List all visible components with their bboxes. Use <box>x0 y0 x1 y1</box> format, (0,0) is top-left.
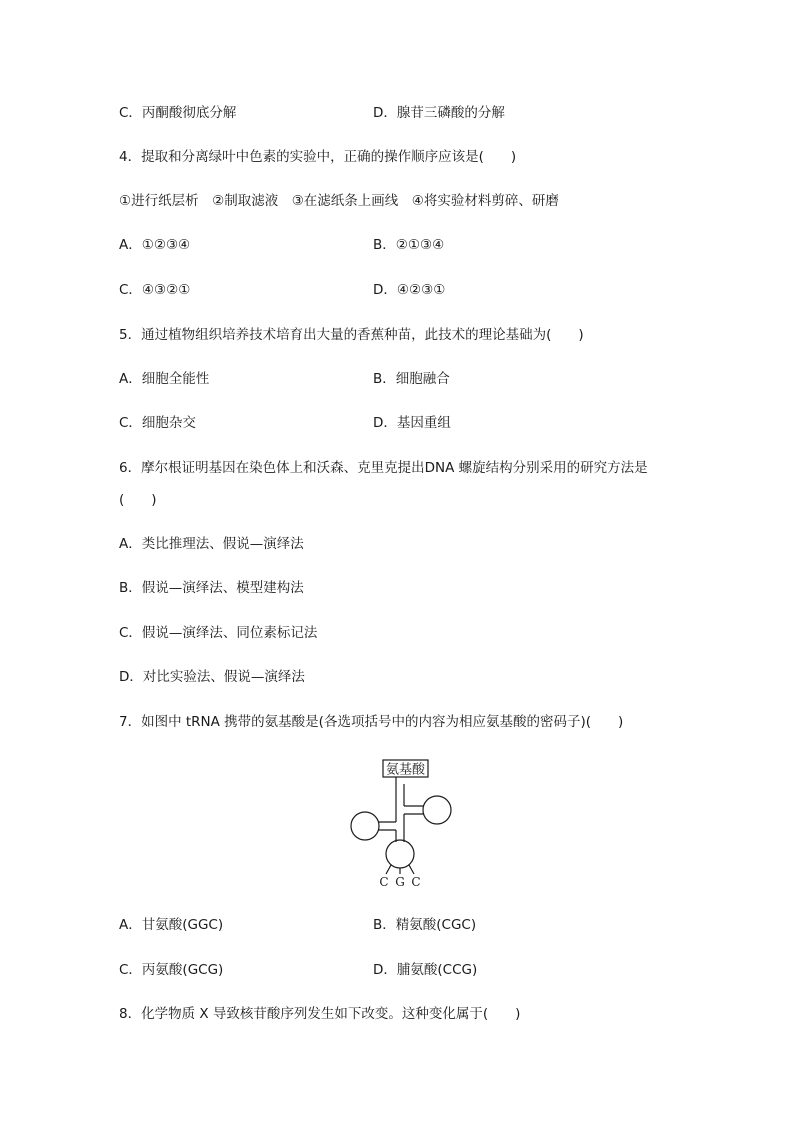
amino-acid-label: 氨基酸 <box>385 762 426 778</box>
q4-stem: 4．提取和分离绿叶中色素的实验中，正确的操作顺序应该是( ) <box>119 149 517 165</box>
anticodon-loop <box>386 840 414 868</box>
q7-option-b: B．精氨酸(CGC) <box>373 917 477 933</box>
q7-option-c: C．丙氨酸(GCG) <box>119 962 224 978</box>
q5-stem: 5．通过植物组织培养技术培育出大量的香蕉种苗，此技术的理论基础为( ) <box>119 327 584 343</box>
q4-option-c: C．④③②① <box>119 282 191 298</box>
anticodon-base-2: G <box>395 875 405 889</box>
q3-option-d: D．腺苷三磷酸的分解 <box>373 105 505 121</box>
q5-option-a: A．细胞全能性 <box>119 371 210 387</box>
q5-option-b: B．细胞融合 <box>373 371 450 387</box>
anticodon-tick-3 <box>409 865 414 874</box>
q5-option-c: C．细胞杂交 <box>119 415 196 431</box>
anticodon-tick-1 <box>386 865 391 874</box>
trna-diagram <box>340 758 460 890</box>
anticodon-base-1: C <box>379 875 389 889</box>
q6-stem-line1: 6．摩尔根证明基因在染色体上和沃森、克里克提出DNA 螺旋结构分别采用的研究方法是 <box>119 460 648 476</box>
q6-option-c: C．假说—演绎法、同位素标记法 <box>119 625 318 641</box>
q4-option-b: B．②①③④ <box>373 237 445 253</box>
q8-stem: 8．化学物质 X 导致核苷酸序列发生如下改变。这种变化属于( ) <box>119 1006 521 1022</box>
left-loop <box>351 812 379 840</box>
q4-option-a: A．①②③④ <box>119 237 191 253</box>
q6-option-b: B．假说—演绎法、模型建构法 <box>119 580 304 596</box>
q3-option-c: C．丙酮酸彻底分解 <box>119 105 237 121</box>
q6-option-a: A．类比推理法、假说—演绎法 <box>119 536 304 552</box>
q5-option-d: D．基因重组 <box>373 415 451 431</box>
q6-stem-line2: ( ) <box>119 492 157 508</box>
q4-option-d: D．④②③① <box>373 282 446 298</box>
q7-option-a: A．甘氨酸(GGC) <box>119 917 224 933</box>
right-loop <box>423 796 451 824</box>
q6-option-d: D．对比实验法、假说—演绎法 <box>119 669 305 685</box>
q7-stem: 7．如图中 tRNA 携带的氨基酸是(各选项括号中的内容为相应氨基酸的密码子)( ) <box>119 714 624 730</box>
q4-steps: ①进行纸层析 ②制取滤液 ③在滤纸条上画线 ④将实验材料剪碎、研磨 <box>119 193 559 209</box>
anticodon-base-3: C <box>411 875 421 889</box>
q7-option-d: D．脯氨酸(CCG) <box>373 962 478 978</box>
